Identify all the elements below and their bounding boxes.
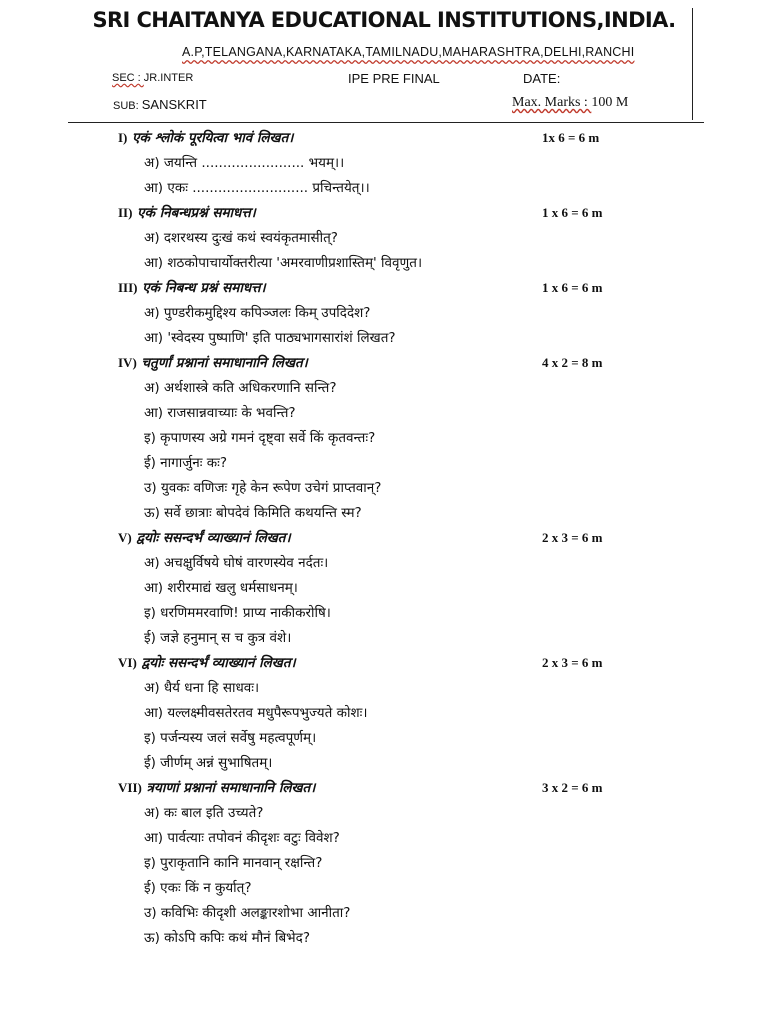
sub-question: अ) जयन्ति ........................ भयम्।। [144, 155, 345, 171]
question-marks: 1 x 6 = 6 m [542, 280, 603, 295]
question-text: द्वयोः ससन्दर्भं व्याख्यानं लिखत। [141, 655, 296, 671]
sub-question: आ) 'स्वेदस्य पुष्पाणि' इति पाठ्यभागसारांशं लिखत? [144, 330, 396, 346]
max-marks-value: 100 M [591, 95, 629, 110]
sub-question: ई) जज्ञे हनुमान् स च कुत्र वंशे। [144, 630, 292, 646]
subject-label: SUB: [113, 100, 142, 112]
question-heading [118, 353, 308, 371]
sub-question: आ) यल्लक्ष्मीवसतेरतव मधुपैरूपभुज्यते कोशः। [144, 705, 368, 721]
date-label: DATE: [523, 71, 561, 86]
header-vertical-rule [692, 8, 693, 120]
sub-question: अ) अचक्षुर्विषये घोषं वारणस्येव नर्दतः। [144, 555, 329, 571]
question-marks: 2 x 3 = 6 m [542, 655, 603, 670]
sub-question: ई) जीर्णम् अन्नं सुभाषितम्। [144, 755, 273, 771]
question-number: VII) [118, 780, 142, 795]
question-number: I) [118, 130, 128, 145]
question-number: II) [118, 205, 133, 220]
section-value: JR.INTER [143, 72, 194, 84]
sub-question: ऊ) सर्वे छात्राः बोपदेवं किमिति कथयन्ति स्म? [144, 505, 362, 521]
sub-question: ऊ) कोऽपि कपिः कथं मौनं बिभेद? [144, 930, 310, 946]
sub-question: इ) पर्जन्यस्य जलं सर्वेषु महत्वपूर्णम्। [144, 730, 317, 746]
question-text: एकं निबन्धप्रश्नं समाधत्त। [137, 205, 256, 221]
question-number: IV) [118, 355, 137, 370]
institution-title: SRI CHAITANYA EDUCATIONAL INSTITUTIONS,INDIA. [92, 8, 676, 32]
question-heading [118, 528, 291, 546]
subject-field [113, 97, 207, 112]
section-label: SEC : [112, 72, 144, 84]
subject-value: SANSKRIT [141, 97, 207, 112]
question-text: चतुर्णां प्रश्नानां समाधानानि लिखत। [141, 355, 308, 371]
sub-question: अ) धैर्य धना हि साधवः। [144, 680, 260, 696]
section-field [112, 72, 193, 84]
question-number: VI) [118, 655, 137, 670]
question-marks: 4 x 2 = 8 m [542, 355, 603, 370]
question-marks: 1 x 6 = 6 m [542, 205, 603, 220]
question-text: द्वयोः ससन्दर्भं व्याख्यानं लिखत। [136, 530, 291, 546]
question-text: एकं निबन्ध प्रश्नं समाधत्त। [142, 280, 266, 296]
question-heading [118, 778, 315, 796]
sub-question: उ) कविभिः कीदृशी अलङ्कारशोभा आनीता? [144, 905, 351, 921]
sub-question: अ) कः बाल इति उच्यते? [144, 805, 264, 821]
max-marks-label: Max. Marks : [512, 95, 592, 110]
sub-question: अ) अर्थशास्त्रे कति अधिकरणानि सन्ति? [144, 380, 337, 396]
question-text: त्रयाणां प्रश्नानां समाधानानि लिखत। [146, 780, 316, 796]
question-heading [118, 128, 293, 146]
exam-name: IPE PRE FINAL [348, 71, 440, 86]
sub-question: ई) एकः किं न कुर्यात्? [144, 880, 252, 896]
sub-question: आ) पार्वत्याः तपोवनं कीदृशः वटुः विवेश? [144, 830, 340, 846]
question-marks: 2 x 3 = 6 m [542, 530, 603, 545]
header-divider [68, 122, 704, 123]
question-number: III) [118, 280, 138, 295]
sub-question: अ) पुण्डरीकमुद्दिश्य कपिञ्जलः किम् उपदिदेश? [144, 305, 371, 321]
sub-question: ई) नागार्जुनः कः? [144, 455, 228, 471]
sub-question: इ) धरणिममरवाणि! प्राप्य नाकीकरोषि। [144, 605, 331, 621]
question-heading [118, 653, 296, 671]
question-marks: 3 x 2 = 6 m [542, 780, 603, 795]
sub-question: आ) शरीरमाद्यं खलु धर्मसाधनम्। [144, 580, 298, 596]
max-marks-field [512, 95, 628, 111]
question-marks: 1x 6 = 6 m [542, 130, 600, 145]
question-heading [118, 278, 266, 296]
sub-question: अ) दशरथस्य दुःखं कथं स्वयंकृतमासीत्? [144, 230, 338, 246]
sub-question: उ) युवकः वणिजः गृहे केन रूपेण उचेगं प्राप्तवान्? [144, 480, 382, 496]
question-text: एकं श्लोकं पूरयित्वा भावं लिखत। [132, 130, 294, 146]
sub-question: आ) एकः ........................... प्रचिन्तयेत्।। [144, 180, 370, 196]
sub-question: आ) राजसान्नवाच्याः के भवन्ति? [144, 405, 296, 421]
sub-question: इ) कृपाणस्य अग्रे गमनं दृष्ट्वा सर्वे किं कृतवन्तः? [144, 430, 376, 446]
sub-question: इ) पुराकृतानि कानि मानवान् रक्षन्ति? [144, 855, 323, 871]
question-heading [118, 203, 256, 221]
states-line: A.P,TELANGANA,KARNATAKA,TAMILNADU,MAHARASHTRA,DELHI,RANCHI [182, 45, 635, 59]
question-number: V) [118, 530, 132, 545]
sub-question: आ) शठकोपाचार्योक्तरीत्या 'अमरवाणीप्रशास्तिम्' विवृणुत। [144, 255, 423, 271]
